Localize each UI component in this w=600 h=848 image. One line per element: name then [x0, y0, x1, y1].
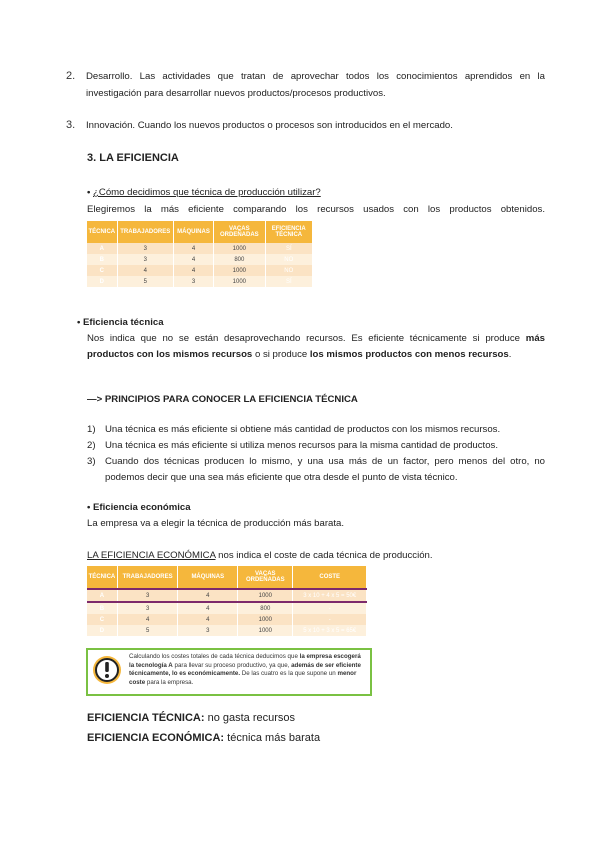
- table-cell: A: [87, 589, 117, 602]
- list-item-text: Innovación. Cuando los nuevos productos o procesos son introducidos en el mercado.: [86, 120, 453, 131]
- table-cell: 1000: [238, 614, 293, 625]
- summary-value: técnica más barata: [224, 732, 321, 744]
- bullet: •: [87, 502, 91, 513]
- table-cell: 4: [173, 243, 213, 254]
- table-cell: 4: [117, 614, 178, 625]
- bullet: •: [77, 317, 81, 328]
- subheading-text: Eficiencia técnica: [83, 317, 164, 328]
- warning-text-bold: además de ser eficiente técnicamente, lo es económicamente.: [129, 661, 361, 678]
- table-cell: 800: [238, 602, 293, 614]
- table-cell: 3: [178, 625, 238, 636]
- cost-intro: [87, 548, 433, 564]
- table-cell: C: [87, 614, 117, 625]
- table-cell: 1000: [214, 265, 265, 276]
- efficiency-table: [87, 221, 313, 287]
- summary-label: EFICIENCIA TÉCNICA:: [87, 712, 205, 724]
- table-cell: 3: [117, 589, 178, 602]
- table-cell: NO: [265, 254, 312, 265]
- list-number: 3.: [66, 119, 76, 131]
- table-cell: 5: [117, 276, 173, 287]
- principle-text-cont: podemos decir que una sea más eficiente que otra desde el punto de vista técnico.: [105, 472, 458, 483]
- table-cell: 1000: [238, 589, 293, 602]
- table-cell: 4: [173, 265, 213, 276]
- table-header: VACAS ORDEÑADAS: [238, 566, 293, 589]
- table-header: TÉCNICA: [87, 566, 117, 589]
- principle-number: 3): [87, 456, 96, 467]
- subheading-economic: [87, 500, 191, 516]
- table-cell: 3: [117, 254, 173, 265]
- technical-text: .: [508, 349, 512, 360]
- table-cell: 5 x 10 + 3 x 5 = 65€: [293, 625, 367, 636]
- subheading-text: Eficiencia económica: [93, 502, 191, 513]
- warning-text-bold: la empresa escogerá la tecnología A: [129, 653, 361, 669]
- question-title: ¿Cómo decidimos que técnica de producción utilizar?: [93, 187, 321, 198]
- table-cell: 1000: [238, 625, 293, 636]
- table-cell: C: [87, 265, 117, 276]
- summary-economic: [87, 730, 320, 746]
- principle-text: Una técnica es más eficiente si obtiene más cantidad de productos con los mismos recursos.: [105, 424, 501, 435]
- technical-text: o si produce: [252, 349, 310, 360]
- technical-text-bold: los mismos productos con menos recursos: [309, 349, 509, 360]
- subheading-technical: [77, 315, 164, 331]
- principles-title: —> PRINCIPIOS PARA CONOCER LA EFICIENCIA TÉCNICA: [87, 394, 358, 405]
- list-number: 2.: [66, 70, 76, 82]
- table-cell: A: [87, 243, 117, 254]
- technical-text: Nos indica que no se están desaprovechando recursos. Es eficiente técnicamente si produce: [87, 333, 521, 344]
- list-item-text-cont: investigación para desarrollar nuevos productos/procesos productivos.: [86, 88, 386, 99]
- warning-text-part: Calculando los costes totales de cada técnica deducimos que: [129, 653, 300, 660]
- warning-text-part: De las cuatro es la que supone un: [240, 670, 338, 678]
- table-cell: -: [293, 602, 367, 614]
- warning-icon: [92, 655, 122, 685]
- cost-table: [87, 566, 367, 636]
- table-cell: D: [87, 625, 117, 636]
- table-cell: 4: [117, 265, 173, 276]
- bullet: •: [87, 187, 91, 198]
- table-header: VACAS ORDEÑADAS: [214, 221, 265, 243]
- technical-text-line1: [87, 331, 545, 347]
- table-cell: -: [293, 614, 367, 625]
- table-header: TRABAJADORES: [117, 221, 173, 243]
- table-cell: 1000: [214, 243, 265, 254]
- table-cell: 3 x 10 + 4 x 5 = 50€: [293, 589, 367, 602]
- table-header: MÁQUINAS: [178, 566, 238, 589]
- warning-box: [86, 648, 372, 696]
- table-header: COSTE: [293, 566, 367, 589]
- principle-number: 2): [87, 440, 96, 451]
- principle-text: Cuando dos técnicas producen lo mismo, y una usa más de un factor, pero menos del otro, no: [105, 456, 545, 467]
- table-cell: SÍ: [265, 243, 312, 254]
- table-header: MÁQUINAS: [173, 221, 213, 243]
- summary-technical: [87, 710, 295, 726]
- economic-text: La empresa va a elegir la técnica de producción más barata.: [87, 518, 345, 529]
- principle-text: Una técnica es más eficiente si utiliza menos recursos para la misma cantidad de productos.: [105, 440, 498, 451]
- technical-text-line2: [87, 347, 545, 363]
- table-cell: 3: [117, 243, 173, 254]
- table-cell: D: [87, 276, 117, 287]
- section-title: 3. LA EFICIENCIA: [87, 152, 179, 164]
- table-cell: 3: [173, 276, 213, 287]
- table-cell: 5: [117, 625, 178, 636]
- question-heading: [87, 185, 321, 201]
- table-cell: 1000: [214, 276, 265, 287]
- table-cell: 800: [214, 254, 265, 265]
- table-cell: NO: [265, 265, 312, 276]
- table-cell: SÍ: [265, 276, 312, 287]
- warning-text-bold: menor coste: [129, 670, 357, 686]
- question-text: Elegiremos la más eficiente comparando los recursos usados con los productos obtenidos.: [87, 204, 545, 215]
- table-header: TRABAJADORES: [117, 566, 178, 589]
- table-cell: 4: [173, 254, 213, 265]
- cost-intro-rest: nos indica el coste de cada técnica de producción.: [215, 550, 433, 561]
- table-cell: 3: [117, 602, 178, 614]
- table-header: TÉCNICA: [87, 221, 117, 243]
- warning-text-part: para la empresa.: [145, 678, 194, 686]
- warning-text-part: para llevar su proceso productivo, ya que,: [172, 661, 292, 669]
- table-cell: 4: [178, 602, 238, 614]
- table-cell: B: [87, 602, 117, 614]
- technical-text-bold: más: [525, 333, 545, 344]
- summary-label: EFICIENCIA ECONÓMICA:: [87, 732, 225, 744]
- principle-number: 1): [87, 424, 96, 435]
- list-item-text: Desarrollo. Las actividades que tratan de aprovechar todos los conocimientos aprendidos en la: [86, 71, 545, 82]
- summary-value: no gasta recursos: [204, 712, 296, 724]
- technical-text-bold: productos con los mismos recursos: [87, 349, 253, 360]
- table-cell: 4: [178, 589, 238, 602]
- table-header: EFICIENCIA TÉCNICA: [265, 221, 312, 243]
- table-cell: 4: [178, 614, 238, 625]
- cost-intro-underlined: LA EFICIENCIA ECONÓMICA: [87, 550, 216, 561]
- warning-text: [129, 653, 365, 687]
- table-cell: B: [87, 254, 117, 265]
